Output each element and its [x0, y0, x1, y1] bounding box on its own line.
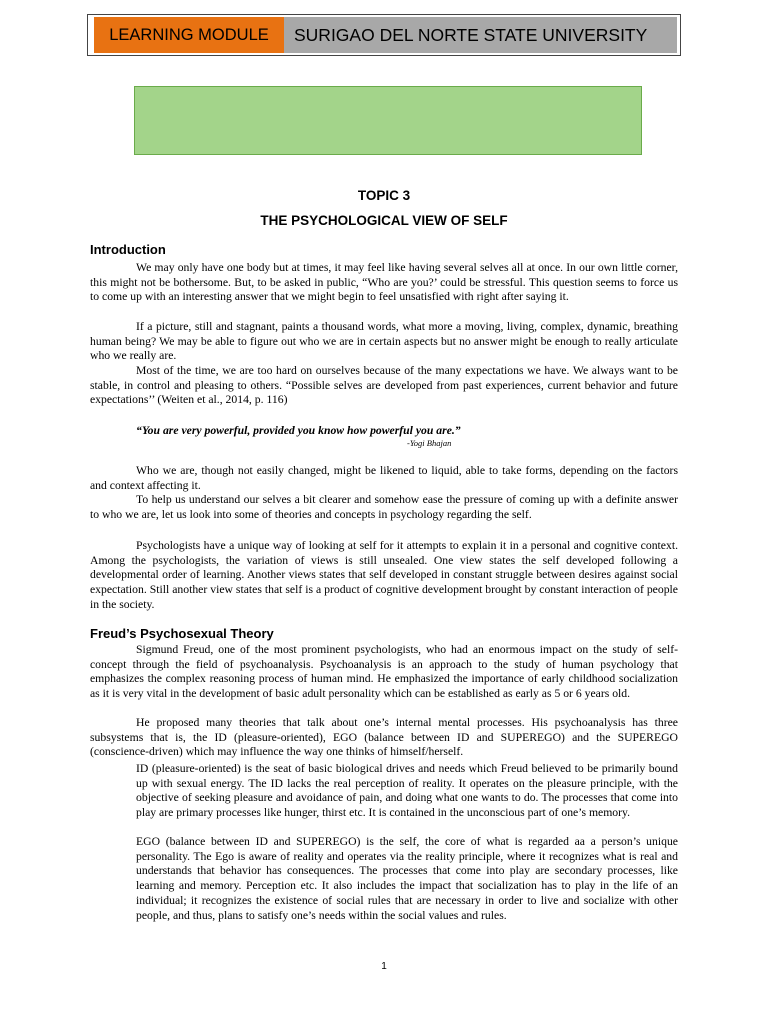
freud-paragraph-1: Sigmund Freud, one of the most prominent psychologists, who had an enormous impact on the study of self-concept through the field of psychoanalysis. Psychoanalysis is an approach to the study of human psychology that emphasizes the complex reasoning process of human mind. He emphasized the importance of early childhood socialization as it is very vital in the development of basic adult personality which can be established as early as 5 or 6 years old.	[90, 643, 678, 701]
intro-paragraph-5: To help us understand our selves a bit clearer and somehow ease the pressure of coming up with a definite answer to who we are, let us look into some of theories and concepts in psychology regarding the self.	[90, 493, 678, 521]
freud-paragraph-id: ID (pleasure-oriented) is the seat of basic biological drives and needs which Freud believed to be primarily bound up with sexual energy. The ID lacks the real perception of reality. It operates on the pleasure principle, with the objective of seeking pleasure and avoidance of pain, and doing what one wants to do. The processes that come into play are primary processes like hunger, thirst etc. It is contained in the unconscious part of one’s memory.	[136, 762, 678, 820]
intro-paragraph-3: Most of the time, we are too hard on ourselves because of the many expectations we have. We always want to be stable, in control and pleasing to others. “Possible selves are developed from past experiences, current behavior and future expectations’’ (Weiten et al., 2014, p. 116)	[90, 364, 678, 407]
page-number: 1	[381, 961, 387, 972]
intro-paragraph-4: Who we are, though not easily changed, might be likened to liquid, able to take forms, depending on the factors and context affecting it.	[90, 464, 678, 492]
introduction-heading: Introduction	[90, 242, 166, 257]
intro-paragraph-2: If a picture, still and stagnant, paints a thousand words, what more a moving, living, complex, dynamic, breathing human being? We may be able to figure out who we are in certain aspects but no answer might be enough to really articulate who we really are.	[90, 320, 678, 363]
freud-paragraph-ego: EGO (balance between ID and SUPEREGO) is the self, the core of what is regarded aa a person’s unique personality. The Ego is aware of reality and operates via the reality principle, where it recognizes what is real and understands that behavior has consequences. The processes that come into play are secondary processes, like learning and memory. Perception etc. It also includes the impact that socialization has to play in the life of an individual; it recognizes the existence of social rules that are necessary in order to live and socialize with other people, and thus, plans to satisfy one’s needs within the social values and rules.	[136, 835, 678, 922]
intro-paragraph-6: Psychologists have a unique way of looking at self for it attempts to explain it in a personal and cognitive context. Among the psychologists, the variation of views is still unsealed. One view states the self developed following a developmental order of learning. Another views states that self developed in constant struggle between desires against social expectation. Still another view states that self is a product of cognitive development brought by constant interaction of people in the society.	[90, 539, 678, 611]
topic-number: TOPIC 3	[357, 188, 411, 203]
topic-title: THE PSYCHOLOGICAL VIEW OF SELF	[260, 213, 508, 228]
header-university-name: SURIGAO DEL NORTE STATE UNIVERSITY	[284, 17, 677, 53]
freud-paragraph-2: He proposed many theories that talk about one’s internal mental processes. His psychoanalysis has three subsystems that is, the ID (pleasure-oriented), EGO (balance between ID and SUPEREGO) and the SUPEREGO (conscience-driven) which may influence the way one thinks of himself/herself.	[90, 716, 678, 759]
intro-paragraph-1: We may only have one body but at times, it may feel like having several selves all at once. In our own little corner, this might not be bothersome. But, to be asked in public, “Who are you?’ could be stressful. This question seems to force us to come up with an interesting answer that we might begin to feel unsatisfied with right after saying it.	[90, 261, 678, 304]
title-box	[134, 86, 642, 155]
header-module-label: LEARNING MODULE	[94, 17, 284, 53]
quote: “You are very powerful, provided you know how powerful you are.”	[136, 424, 461, 437]
quote-author: -Yogi Bhajan	[407, 438, 452, 448]
freud-heading: Freud’s Psychosexual Theory	[90, 626, 274, 641]
